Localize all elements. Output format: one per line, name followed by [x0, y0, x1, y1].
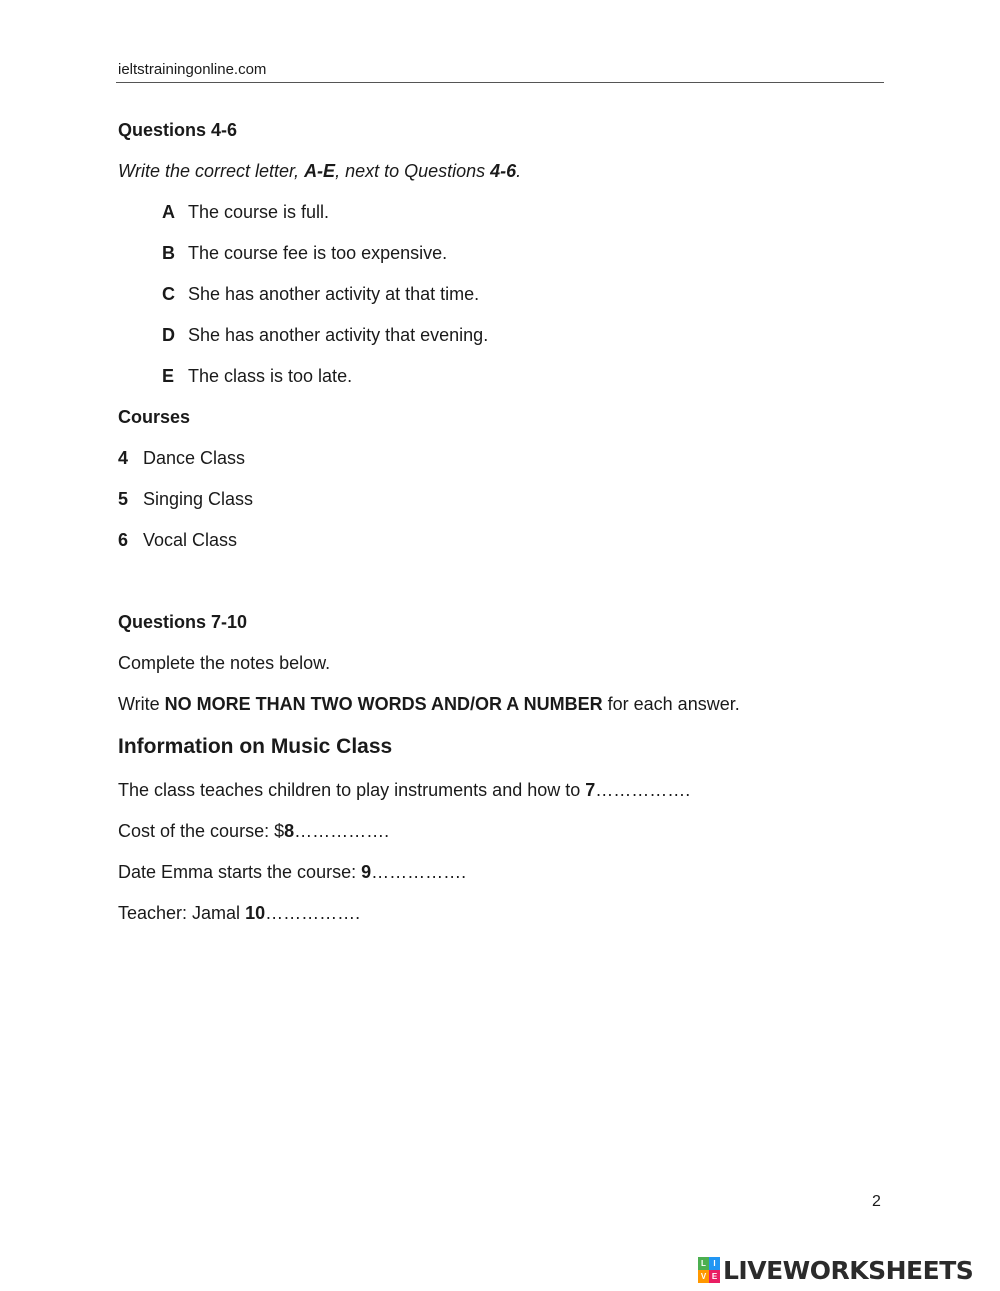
questions-4-6-instruction: Write the correct letter, A-E, next to Questions 4-6.	[118, 161, 522, 181]
logo-text: LIVEWORKSHEETS	[723, 1255, 974, 1285]
option-b	[162, 243, 447, 264]
option-text: The course is full.	[188, 202, 330, 222]
logo-letter: L	[698, 1257, 709, 1270]
note-10: Teacher: Jamal 10…………….	[118, 903, 361, 923]
option-text: The class is too late.	[188, 366, 353, 386]
site-url: ieltstrainingonline.com	[118, 61, 267, 78]
course-number: 5	[118, 489, 129, 509]
word-limit-instruction: Write NO MORE THAN TWO WORDS AND/OR A NUMBER for each answer.	[118, 694, 740, 714]
answer-blank: …………….	[265, 903, 361, 923]
course-name: Vocal Class	[143, 530, 238, 550]
option-e	[162, 366, 352, 387]
course-6	[118, 530, 237, 551]
option-text: She has another activity at that time.	[188, 284, 480, 304]
answer-blank: …………….	[294, 821, 390, 841]
option-letter: E	[162, 366, 175, 386]
question-number: 8	[284, 821, 295, 841]
note-7: The class teaches children to play instruments and how to 7…………….	[118, 780, 691, 800]
course-number: 6	[118, 530, 129, 550]
courses-title: Courses	[118, 407, 191, 427]
questions-7-10-title: Questions 7-10	[118, 612, 248, 632]
answer-blank: …………….	[595, 780, 691, 800]
course-name: Dance Class	[143, 448, 246, 468]
course-number: 4	[118, 448, 129, 468]
option-a	[162, 202, 329, 223]
question-number: 10	[245, 903, 266, 923]
logo-letter: E	[709, 1270, 720, 1283]
notes-title: Information on Music Class	[118, 735, 393, 758]
option-c	[162, 284, 479, 305]
option-letter: C	[162, 284, 175, 304]
logo-letter: V	[698, 1270, 709, 1283]
course-5	[118, 489, 253, 510]
page-number: 2	[872, 1193, 881, 1210]
page-header	[116, 60, 884, 83]
answer-blank: …………….	[371, 862, 467, 882]
question-number: 9	[361, 862, 372, 882]
option-letter: B	[162, 243, 175, 263]
course-4	[118, 448, 245, 469]
logo-letter: I	[709, 1257, 720, 1270]
option-letter: A	[162, 202, 175, 222]
option-letter: D	[162, 325, 175, 345]
notes-instruction: Complete the notes below.	[118, 653, 331, 673]
liveworksheets-logo	[698, 1253, 973, 1287]
questions-4-6-title: Questions 4-6	[118, 120, 238, 140]
option-text: She has another activity that evening.	[188, 325, 489, 345]
question-number: 7	[585, 780, 596, 800]
note-9: Date Emma starts the course: 9…………….	[118, 862, 467, 882]
option-d	[162, 325, 488, 346]
course-name: Singing Class	[143, 489, 254, 509]
option-text: The course fee is too expensive.	[188, 243, 448, 263]
logo-badge-icon	[698, 1257, 720, 1283]
note-8: Cost of the course: $8…………….	[118, 821, 390, 841]
